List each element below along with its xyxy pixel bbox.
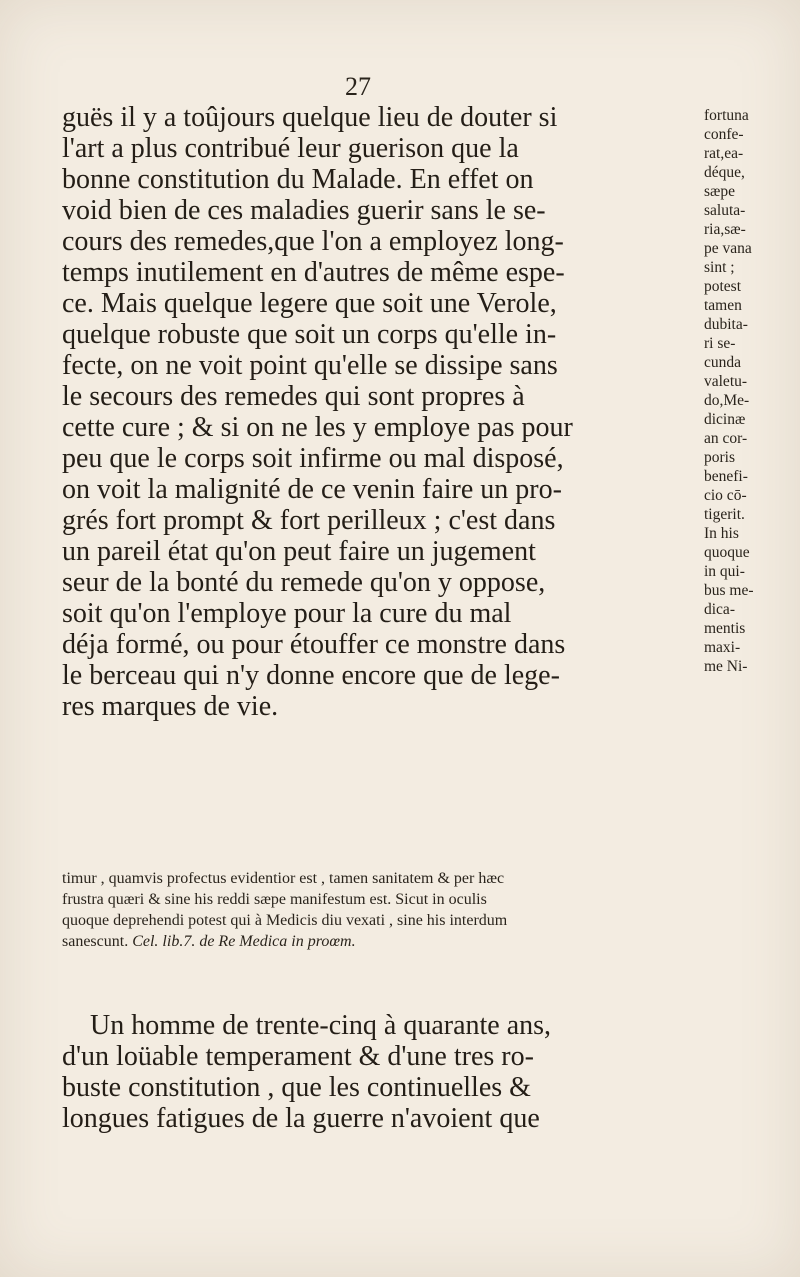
- margin-note-line: fortuna: [704, 107, 749, 124]
- margin-note-line: tamen: [704, 297, 742, 314]
- main-text-line: cette cure ; & si on ne les y employe pas pour: [62, 412, 573, 443]
- main-text-line: seur de la bonté du remede qu'on y oppose,: [62, 567, 546, 598]
- paragraph-line: buste constitution , que les continuelles &: [62, 1072, 531, 1103]
- main-text-line: on voit la malignité de ce venin faire un pro-: [62, 474, 562, 505]
- main-text-line: le berceau qui n'y donne encore que de lege-: [62, 660, 560, 691]
- main-text-line: ce. Mais quelque legere que soit une Verole,: [62, 288, 557, 319]
- margin-note-line: an cor-: [704, 430, 748, 447]
- main-text-line: cours des remedes,que l'on a employez long-: [62, 226, 564, 257]
- margin-note-line: confe-: [704, 126, 744, 143]
- main-text-line: le secours des remedes qui sont propres à: [62, 381, 525, 412]
- margin-note-line: sæpe: [704, 183, 735, 200]
- footnote-citation: Cel. lib.7. de Re Medica in proœm.: [132, 933, 356, 950]
- paragraph-line: d'un loüable temperament & d'une tres ro-: [62, 1041, 534, 1072]
- main-text-line: bonne constitution du Malade. En effet on: [62, 164, 534, 195]
- margin-note-line: pe vana: [704, 240, 752, 257]
- margin-note-line: maxi-: [704, 639, 741, 656]
- main-text-line: déja formé, ou pour étouffer ce monstre dans: [62, 629, 566, 660]
- footnote-line: [62, 931, 792, 952]
- page-number: 27: [345, 72, 371, 101]
- main-text-line: l'art a plus contribué leur guerison que la: [62, 133, 519, 164]
- footnote-line-text: sanescunt.: [62, 933, 129, 950]
- margin-note-line: mentis: [704, 620, 746, 637]
- margin-note-line: ria,sæ-: [704, 221, 746, 238]
- margin-note-line: me Ni-: [704, 658, 748, 675]
- margin-note-line: saluta-: [704, 202, 746, 219]
- margin-note-line: valetu-: [704, 373, 748, 390]
- paragraph-start-block: [62, 1010, 682, 1134]
- footnote-block: [62, 868, 792, 952]
- main-text-block: [62, 102, 698, 722]
- margin-note-line: ri se-: [704, 335, 736, 352]
- footnote-line: quoque deprehendi potest qui à Medicis diu vexati , sine his interdum: [62, 912, 508, 929]
- paragraph-line: longues fatigues de la guerre n'avoient que: [62, 1103, 540, 1134]
- margin-note-line: dubita-: [704, 316, 748, 333]
- margin-note-line: bus me-: [704, 582, 754, 599]
- main-text-line: res marques de vie.: [62, 691, 279, 722]
- margin-note-line: dicinæ: [704, 411, 746, 428]
- margin-note-line: quoque: [704, 544, 750, 561]
- margin-note-line: In his: [704, 525, 739, 542]
- main-text-line: guës il y a toûjours quelque lieu de douter si: [62, 102, 558, 133]
- margin-note-line: do,Me-: [704, 392, 750, 409]
- main-text-line: soit qu'on l'employe pour la cure du mal: [62, 598, 512, 629]
- margin-note-line: tigerit.: [704, 506, 745, 523]
- footnote-line: frustra quæri & sine his reddi sæpe manifestum est. Sicut in oculis: [62, 891, 487, 908]
- margin-note-line: rat,ea-: [704, 145, 744, 162]
- paragraph-line: Un homme de trente-cinq à quarante ans,: [90, 1010, 552, 1041]
- main-text-line: quelque robuste que soit un corps qu'elle in-: [62, 319, 557, 350]
- margin-note-line: potest: [704, 278, 742, 295]
- main-text-line: grés fort prompt & fort perilleux ; c'est dans: [62, 505, 556, 536]
- margin-note-line: dica-: [704, 601, 735, 618]
- margin-note-line: poris: [704, 449, 735, 466]
- margin-note-line: cunda: [704, 354, 742, 371]
- margin-note-line: déque,: [704, 164, 745, 181]
- footnote-line: timur , quamvis profectus evidentior est , tamen sanitatem & per hæc: [62, 870, 505, 887]
- margin-note-line: sint ;: [704, 259, 735, 276]
- margin-note-column: [704, 106, 796, 676]
- margin-note-line: in qui-: [704, 563, 745, 580]
- margin-note-line: cio cō-: [704, 487, 747, 504]
- main-text-line: un pareil état qu'on peut faire un jugement: [62, 536, 536, 567]
- margin-note-line: benefi-: [704, 468, 748, 485]
- main-text-line: peu que le corps soit infirme ou mal disposé,: [62, 443, 564, 474]
- main-text-line: temps inutilement en d'autres de même espe-: [62, 257, 565, 288]
- main-text-line: void bien de ces maladies guerir sans le se-: [62, 195, 546, 226]
- main-text-line: fecte, on ne voit point qu'elle se dissipe sans: [62, 350, 558, 381]
